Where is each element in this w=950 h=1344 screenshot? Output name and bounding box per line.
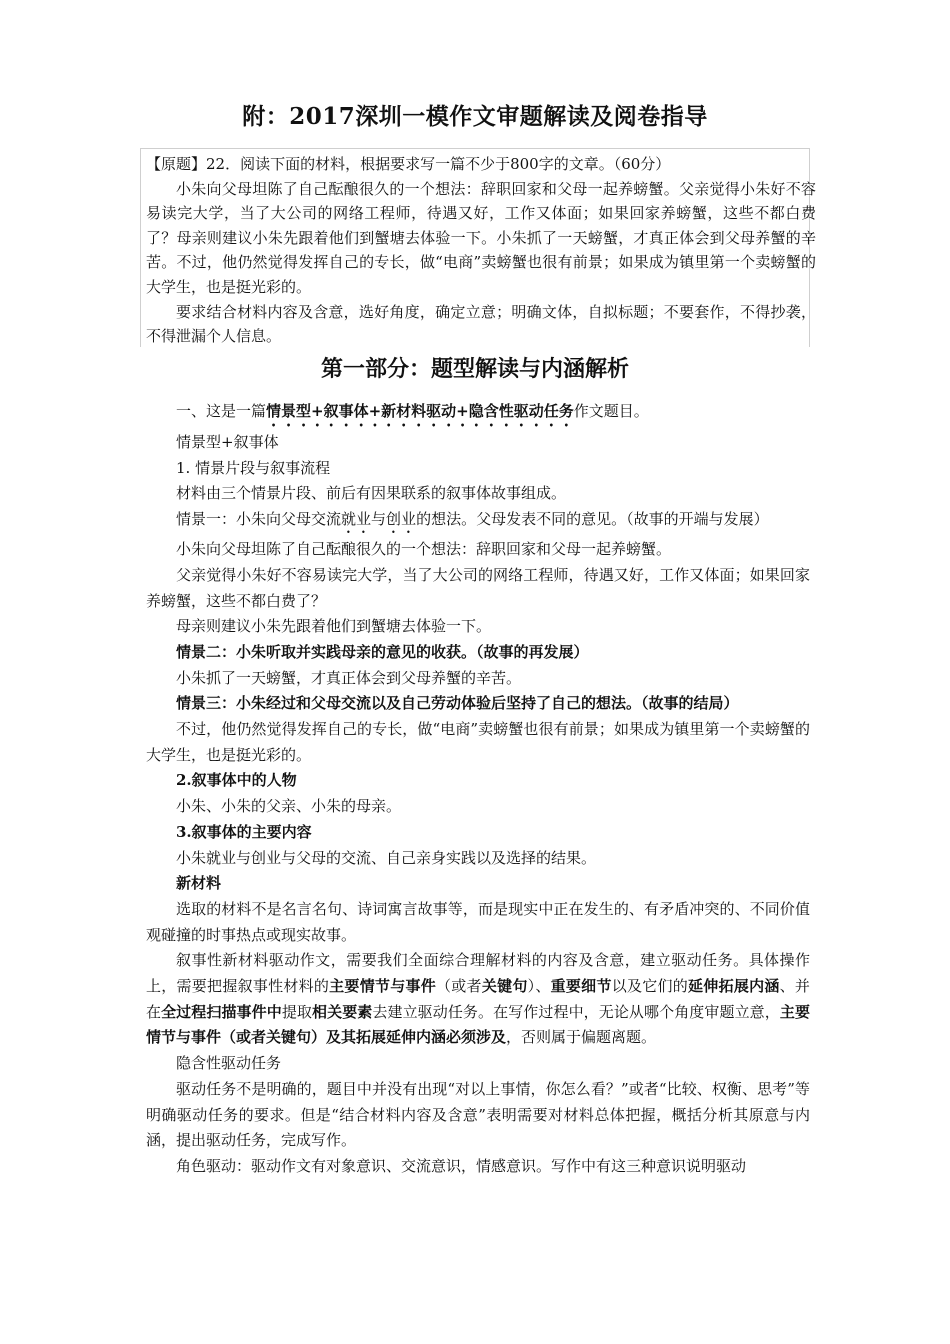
- heading-1: 1. 情景片段与叙事流程: [176, 458, 331, 477]
- drive-b4: 延伸拓展内涵: [688, 977, 780, 996]
- scene-one-line-3: 母亲则建议小朱先跟着他们到蟹塘去体验一下。: [176, 617, 492, 636]
- scene-one: [146, 507, 810, 537]
- drive-b1: 主要情节与事件: [329, 977, 437, 996]
- drive-b5: 全过程扫描事件中: [161, 1002, 282, 1021]
- main-content: 小朱就业与创业与父母的交流、自己亲身实践以及选择的结果。: [176, 848, 597, 867]
- hidden-task-text: 驱动任务不是明确的，题目中并没有出现“对以上事情，你怎么看？”或者“比较、权衡、思考”等明确驱动任务的要求。但是“结合材料内容及含意”表明需要对材料总体把握，概括分析其原意与内涵，提出驱动任务，完成写作。: [146, 1079, 810, 1150]
- drive-b6: 相关要素: [312, 1002, 373, 1021]
- scene-one-jiuye: 就业: [341, 510, 372, 529]
- scene-one-c: 的想法。父母发表不同的意见。（故事的开端与发展）: [416, 510, 769, 529]
- type-prefix: 一、这是一篇: [176, 402, 267, 420]
- role-drive-text: 角色驱动：驱动作文有对象意识、交流意识，情感意识。写作中有这三种意识说明驱动: [176, 1156, 747, 1175]
- drive-t3: ）、: [527, 977, 551, 996]
- drive-t5: 、并在: [146, 977, 810, 1021]
- heading-new-material: 新材料: [176, 874, 222, 893]
- heading-2: 2.叙事体中的人物: [176, 771, 297, 790]
- drive-paragraph: [146, 948, 810, 1051]
- scene-one-b: 与: [371, 510, 387, 529]
- drive-t4: 以及它们的: [611, 977, 689, 996]
- question-header: 【原题】22．阅读下面的材料，根据要求写一篇不少于800字的文章。（60分）: [146, 155, 671, 173]
- drive-t8: ，否则属于偏题离题。: [506, 1028, 657, 1047]
- type-emphasis: 情景型+叙事体+新材料驱动+隐含性驱动任务: [266, 402, 574, 420]
- question-text: [146, 152, 816, 349]
- drive-b7: 主要情节与事件（或者关键句）及其拓展延伸内涵必须涉及: [146, 1002, 810, 1047]
- heading-hidden-task: 隐含性驱动任务: [176, 1054, 282, 1073]
- scene-three-line: 不过，他仍然觉得发挥自己的专长，做“电商”卖螃蟹也很有前景；如果成为镇里第一个卖螃蟹的大学生，也是挺光彩的。: [146, 720, 810, 764]
- question-material: 小朱向父母坦陈了自己酝酿很久的一个想法：辞职回家和父母一起养螃蟹。父亲觉得小朱好不容易读完大学，当了大公司的网络工程师，待遇又好，工作又体面；如果回家养螃蟹，这些不都白费了？母亲则建议小朱先跟着他们到蟹塘去体验一下。小朱抓了一天螃蟹，才真正体会到父母养蟹的辛苦。不过，他仍然觉得发挥自己的专长，做“电商”卖螃蟹也很有前景；如果成为镇里第一个卖螃蟹的大学生，也是挺光彩的。: [146, 179, 816, 296]
- section-title: 第一部分：题型解读与内涵解析: [320, 356, 629, 382]
- scene-one-chuangye: 创业: [386, 510, 417, 529]
- scene-two-line: 小朱抓了一天螃蟹，才真正体会到父母养蟹的辛苦。: [176, 668, 522, 687]
- scene-two: 情景二：小朱听取并实践母亲的意见的收获。（故事的再发展）: [176, 642, 589, 661]
- drive-t7: 去建立驱动任务。在写作过程中，无论从哪个角度审题立意，: [372, 1002, 780, 1021]
- scene-one-a: 情景一：小朱向父母交流: [176, 510, 342, 529]
- heading-3: 3.叙事体的主要内容: [176, 822, 312, 841]
- scene-one-line-2: 父亲觉得小朱好不容易读完大学，当了大公司的网络工程师，待遇又好，工作又体面；如果回家养螃蟹，这些不都白费了？: [146, 565, 810, 610]
- drive-t1: 叙事性新材料驱动作文，需要我们全面综合理解材料的内容及含意，建立驱动任务。具体操作上，需要把握叙事性材料的: [146, 951, 810, 996]
- type-suffix: 作文题目。: [573, 402, 649, 420]
- scene-three: 情景三：小朱经过和父母交流以及自己劳动体验后坚持了自己的想法。（故事的结局）: [176, 694, 739, 713]
- question-requirement: 要求结合材料内容及含意，选好角度，确定立意；明确文体，自拟标题；不要套作，不得抄袭，不得泄漏个人信息。: [146, 302, 816, 346]
- drive-b2: 关键句: [481, 977, 528, 996]
- drive-b3: 重要细节: [550, 977, 612, 996]
- new-material-text: 选取的材料不是名言名句、诗词寓言故事等，而是现实中正在发生的、有矛盾冲突的、不同价值观碰撞的时事热点或现实故事。: [146, 899, 810, 944]
- scene-one-line-1: 小朱向父母坦陈了自己酝酿很久的一个想法：辞职回家和父母一起养螃蟹。: [176, 540, 672, 559]
- people-list: 小朱、小朱的父亲、小朱的母亲。: [176, 797, 402, 816]
- drive-t2: （或者: [436, 977, 482, 996]
- paragraph-type: [146, 399, 810, 430]
- paragraph-material-structure: 材料由三个情景片段、前后有因果联系的叙事体故事组成。: [176, 484, 567, 503]
- drive-t6: 提取: [281, 1002, 313, 1021]
- heading-qingjing: 情景型+叙事体: [176, 433, 279, 451]
- analysis-body: [146, 399, 810, 1180]
- page-title: 附：2017深圳一模作文审题解读及阅卷指导: [242, 103, 708, 130]
